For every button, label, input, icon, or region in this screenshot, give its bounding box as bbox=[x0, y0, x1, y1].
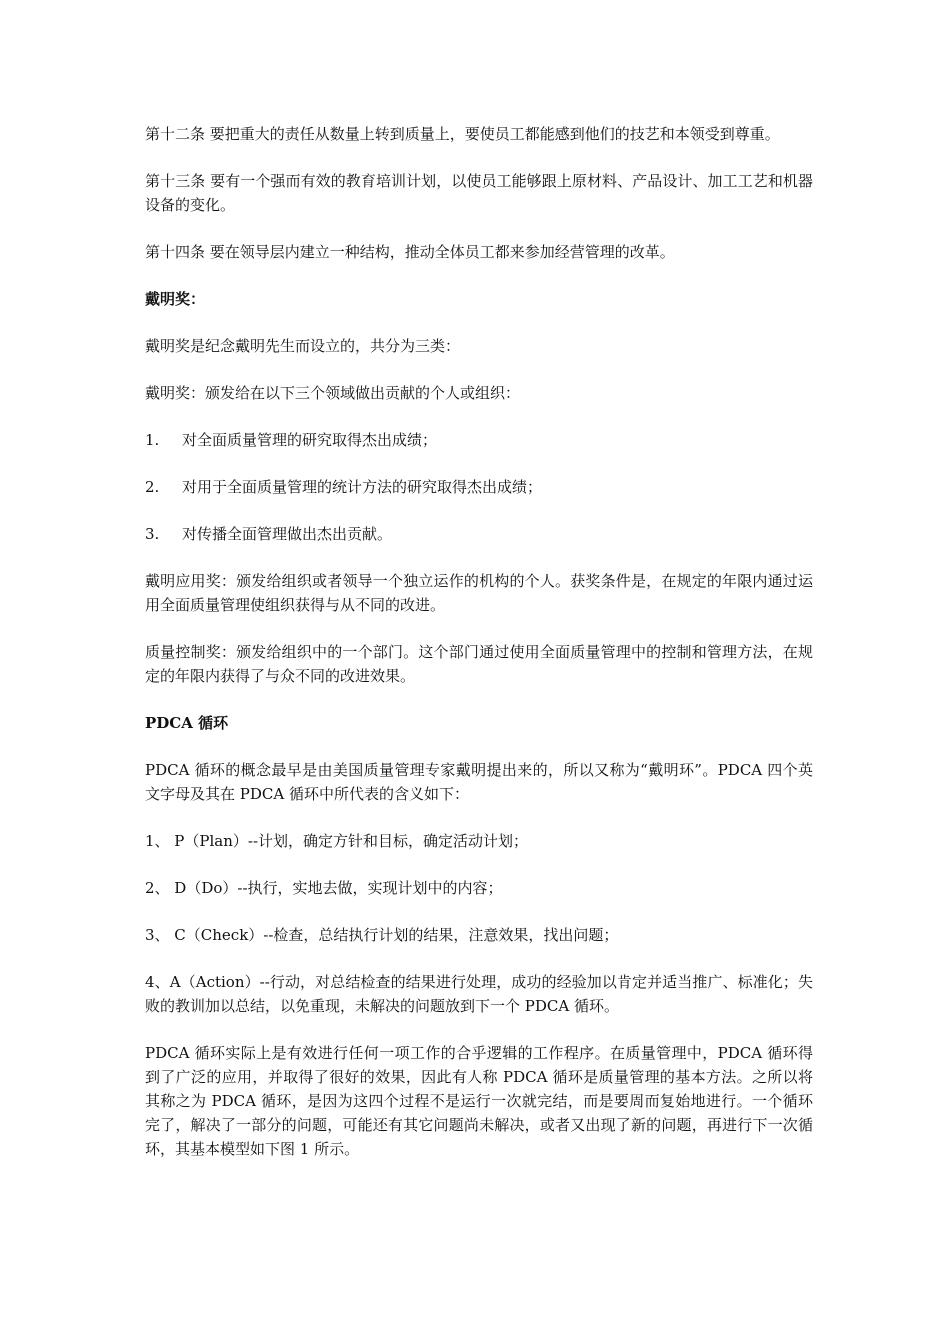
list-item-text: 对传播全面管理做出杰出贡献。 bbox=[182, 525, 393, 543]
deming-award-description: 戴明奖：颁发给在以下三个领域做出贡献的个人或组织： bbox=[145, 384, 521, 402]
pdca-step-do: 2、 D（Do）--执行，实地去做，实现计划中的内容； bbox=[145, 879, 503, 897]
pdca-step-action: 4、A（Action）--行动，对总结检查的结果进行处理，成功的经验加以肯定并适当推广、标准化；失败的教训加以总结，以免重现，未解决的问题放到下一个 PDCA 循环。 bbox=[145, 973, 813, 1015]
list-item-number: 3. bbox=[145, 525, 160, 543]
deming-award-heading: 戴明奖： bbox=[145, 290, 206, 308]
article-12-paragraph: 第十二条 要把重大的责任从数量上转到质量上，要使员工都能感到他们的技艺和本领受到尊重。 bbox=[145, 125, 780, 143]
list-item-number: 1. bbox=[145, 431, 160, 449]
list-item-number: 2. bbox=[145, 478, 160, 496]
article-13-paragraph: 第十三条 要有一个强而有效的教育培训计划，以使员工能够跟上原材料、产品设计、加工工艺和机器设备的变化。 bbox=[145, 172, 813, 214]
pdca-heading: PDCA 循环 bbox=[145, 714, 229, 732]
pdca-step-plan: 1、 P（Plan）--计划，确定方针和目标，确定活动计划； bbox=[145, 832, 529, 850]
list-item-text: 对用于全面质量管理的统计方法的研究取得杰出成绩； bbox=[182, 478, 543, 496]
pdca-step-check: 3、 C（Check）--检查，总结执行计划的结果，注意效果，找出问题； bbox=[145, 926, 619, 944]
deming-application-award-paragraph: 戴明应用奖：颁发给组织或者领导一个独立运作的机构的个人。获奖条件是，在规定的年限内通过运用全面质量管理使组织获得与从不同的改进。 bbox=[145, 572, 813, 614]
pdca-intro-paragraph: PDCA 循环的概念最早是由美国质量管理专家戴明提出来的，所以又称为“戴明环”。PDCA 四个英文字母及其在 PDCA 循环中所代表的含义如下： bbox=[145, 761, 813, 803]
quality-control-award-paragraph: 质量控制奖：颁发给组织中的一个部门。这个部门通过使用全面质量管理中的控制和管理方法，在规定的年限内获得了与众不同的改进效果。 bbox=[145, 643, 813, 685]
list-item bbox=[145, 522, 813, 546]
deming-award-intro: 戴明奖是纪念戴明先生而设立的，共分为三类： bbox=[145, 337, 461, 355]
pdca-summary-paragraph: PDCA 循环实际上是有效进行任何一项工作的合乎逻辑的工作程序。在质量管理中，PDCA 循环得到了广泛的应用，并取得了很好的效果，因此有人称 PDCA 循环是质量管理的基本方法。之所以将其称之为 PDCA 循环，是因为这四个过程不是运行一次就完结，而是要周而复始地进行。一个循环完了，解决了一部分的问题，可能还有其它问题尚未解决，或者又出现了新的问题，再进行下一次循环，其基本模型如下图 1 所示。 bbox=[145, 1044, 813, 1158]
article-14-paragraph: 第十四条 要在领导层内建立一种结构，推动全体员工都来参加经营管理的改革。 bbox=[145, 243, 675, 261]
list-item-text: 对全面质量管理的研究取得杰出成绩； bbox=[182, 431, 438, 449]
list-item bbox=[145, 428, 813, 452]
list-item bbox=[145, 475, 813, 499]
document-page bbox=[145, 122, 813, 1184]
